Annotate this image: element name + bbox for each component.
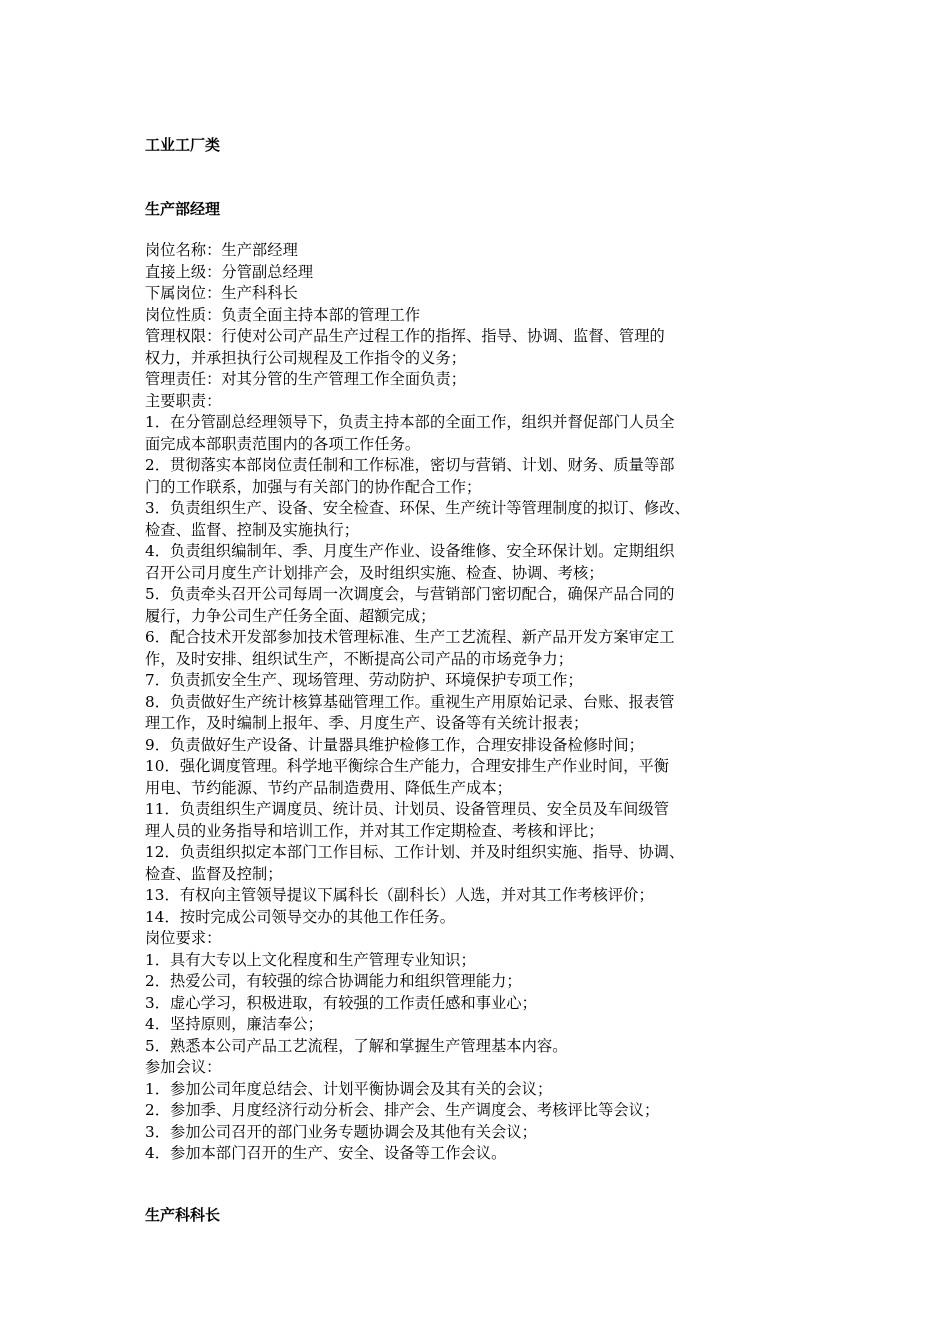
text-line: 面完成本部职责范围内的各项工作任务。 xyxy=(145,434,421,453)
document-category-title: 工业工厂类 xyxy=(145,136,221,154)
text-line: 参加会议： xyxy=(145,1058,222,1076)
text-line: 3．参加公司召开的部门业务专题协调会及其他有关会议； xyxy=(145,1122,537,1141)
text-line: 1．参加公司年度总结会、计划平衡协调会及其有关的会议； xyxy=(145,1079,553,1098)
text-line: 召开公司月度生产计划排产会，及时组织实施、检查、协调、考核； xyxy=(145,563,604,582)
text-line: 5．熟悉本公司产品工艺流程，了解和掌握生产管理基本内容。 xyxy=(145,1036,568,1055)
text-line: 4．坚持原则，廉洁奉公； xyxy=(145,1015,323,1033)
text-line: 11．负责组织生产调度员、统计员、计划员、设备管理员、安全员及车间级管 xyxy=(145,800,670,818)
text-line: 5．负责牵头召开公司每周一次调度会，与营销部门密切配合，确保产品合同的 xyxy=(145,585,675,603)
text-line: 4．负责组织编制年、季、月度生产作业、设备维修、安全环保计划。定期组织 xyxy=(145,542,675,560)
text-line: 2．热爱公司，有较强的综合协调能力和组织管理能力； xyxy=(145,972,522,990)
text-line: 10．强化调度管理。科学地平衡综合生产能力，合理安排生产作业时间，平衡 xyxy=(145,757,670,775)
text-line: 直接上级：分管副总经理 xyxy=(145,262,314,281)
text-line: 检查、监督及控制； xyxy=(145,864,283,883)
text-line: 管理权限：行使对公司产品生产过程工作的指挥、指导、协调、监督、管理的 xyxy=(145,327,665,345)
section-heading-production-manager: 生产部经理 xyxy=(145,200,221,218)
text-line: 理人员的业务指导和培训工作，并对其工作定期检查、考核和评比； xyxy=(145,821,604,840)
text-line: 管理责任：对其分管的生产管理工作全面负责； xyxy=(145,370,467,388)
text-line: 7．负责抓安全生产、现场管理、劳动防护、环境保护专项工作； xyxy=(145,671,583,689)
text-line: 岗位要求： xyxy=(145,929,222,947)
text-line: 12．负责组织拟定本部门工作目标、工作计划、并及时组织实施、指导、协调、 xyxy=(145,843,685,861)
text-line: 4．参加本部门召开的生产、安全、设备等工作会议。 xyxy=(145,1144,507,1162)
text-line: 6．配合技术开发部参加技术管理标准、生产工艺流程、新产品开发方案审定工 xyxy=(145,628,675,646)
section-heading-production-section-chief: 生产科科长 xyxy=(145,1206,221,1224)
text-line: 岗位性质：负责全面主持本部的管理工作 xyxy=(145,305,421,324)
text-line: 门的工作联系，加强与有关部门的协作配合工作； xyxy=(145,477,482,496)
text-line: 2．参加季、月度经济行动分析会、排产会、生产调度会、考核评比等会议； xyxy=(145,1101,660,1119)
text-line: 1．具有大专以上文化程度和生产管理专业知识； xyxy=(145,950,476,969)
text-line: 岗位名称：生产部经理 xyxy=(145,241,298,259)
text-line: 检查、监督、控制及实施执行； xyxy=(145,520,360,539)
text-line: 14．按时完成公司领导交办的其他工作任务。 xyxy=(145,907,455,926)
text-line: 权力，并承担执行公司规程及工作指令的义务； xyxy=(145,348,467,367)
text-line: 1．在分管副总经理领导下，负责主持本部的全面工作，组织并督促部门人员全 xyxy=(145,413,675,431)
job-description-body xyxy=(145,240,825,1165)
text-line: 3．负责组织生产、设备、安全检查、环保、生产统计等管理制度的拟订、修改、 xyxy=(145,499,690,517)
text-line: 主要职责： xyxy=(145,391,222,410)
text-line: 8．负责做好生产统计核算基础管理工作。重视生产用原始记录、台账、报表管 xyxy=(145,692,675,711)
text-line: 作，及时安排、组织试生产，不断提高公司产品的市场竞争力； xyxy=(145,649,574,668)
text-line: 2．贯彻落实本部岗位责任制和工作标准，密切与营销、计划、财务、质量等部 xyxy=(145,456,675,474)
text-line: 履行，力争公司生产任务全面、超额完成； xyxy=(145,606,436,625)
text-line: 下属岗位：生产科科长 xyxy=(145,284,298,302)
text-line: 9．负责做好生产设备、计量器具维护检修工作，合理安排设备检修时间； xyxy=(145,735,644,754)
text-line: 13．有权向主管领导提议下属科长（副科长）人选，并对其工作考核评价； xyxy=(145,886,654,904)
text-line: 理工作，及时编制上报年、季、月度生产、设备等有关统计报表； xyxy=(145,714,589,732)
text-line: 用电、节约能源、节约产品制造费用、降低生产成本； xyxy=(145,778,512,797)
text-line: 3．虚心学习，积极进取，有较强的工作责任感和事业心； xyxy=(145,993,537,1012)
